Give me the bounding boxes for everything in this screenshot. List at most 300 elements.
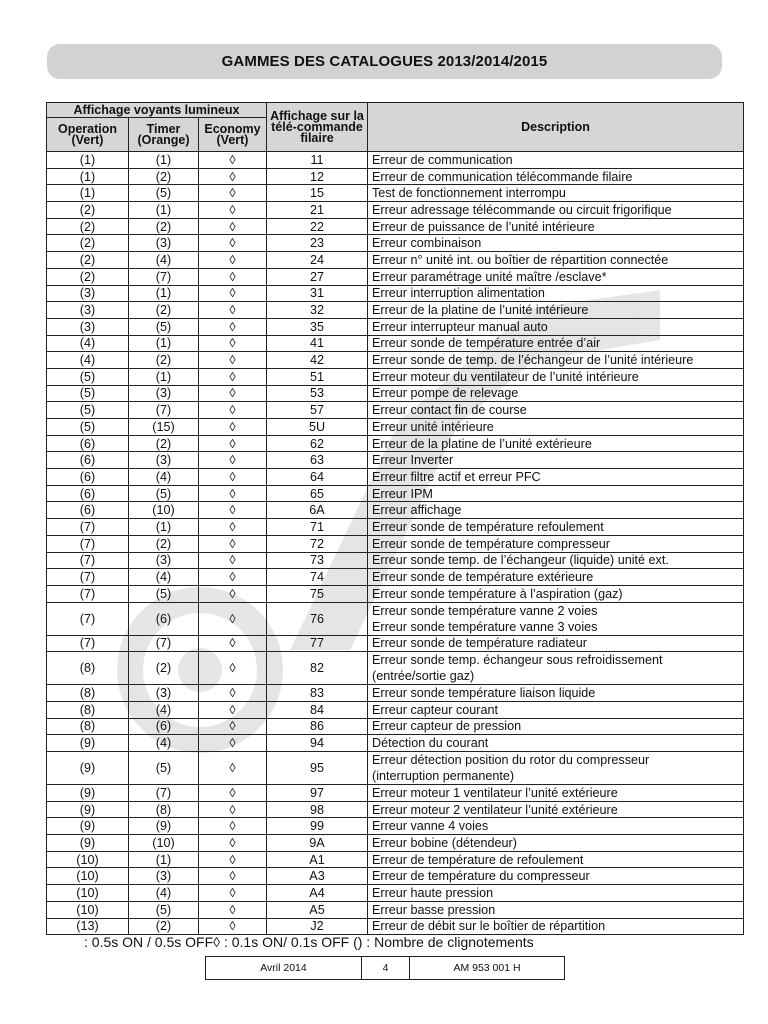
economy-cell: ◊ [199, 419, 267, 436]
economy-cell: ◊ [199, 402, 267, 419]
description-line: Erreur bobine (détendeur) [372, 835, 517, 850]
description-cell [368, 801, 744, 818]
description-line: Erreur n° unité int. ou boîtier de répartition connectée [372, 252, 669, 267]
operation-cell: (9) [47, 735, 129, 752]
operation-cell: (10) [47, 885, 129, 902]
operation-cell: (10) [47, 851, 129, 868]
operation-cell: (7) [47, 519, 129, 536]
description-line: Erreur interrupteur manual auto [372, 319, 548, 334]
timer-cell: (4) [129, 735, 199, 752]
economy-cell: ◊ [199, 335, 267, 352]
description-line: Détection du courant [372, 736, 489, 751]
description-line: (entrée/sortie gaz) [372, 669, 475, 684]
economy-cell: ◊ [199, 485, 267, 502]
description-line: Erreur sonde de temp. de l’échangeur de l’unité intérieure [372, 353, 694, 368]
table-row [47, 801, 744, 818]
table-row [47, 218, 744, 235]
economy-cell: ◊ [199, 252, 267, 269]
economy-cell: ◊ [199, 868, 267, 885]
timer-cell: (3) [129, 552, 199, 569]
economy-cell: ◊ [199, 818, 267, 835]
operation-cell: (1) [47, 185, 129, 202]
operation-cell: (6) [47, 435, 129, 452]
economy-cell: ◊ [199, 801, 267, 818]
timer-cell: (3) [129, 452, 199, 469]
description-cell [368, 235, 744, 252]
description-cell [368, 302, 744, 319]
timer-cell: (5) [129, 901, 199, 918]
timer-cell: (15) [129, 419, 199, 436]
description-cell [368, 202, 744, 219]
description-cell [368, 352, 744, 369]
timer-cell: (1) [129, 152, 199, 169]
description-cell [368, 918, 744, 935]
description-line: Erreur de température de refoulement [372, 852, 584, 867]
timer-cell: (4) [129, 701, 199, 718]
operation-cell: (2) [47, 252, 129, 269]
code-cell: J2 [267, 918, 368, 935]
economy-cell: ◊ [199, 701, 267, 718]
economy-cell: ◊ [199, 535, 267, 552]
table-row [47, 602, 744, 635]
table-row [47, 202, 744, 219]
description-cell [368, 585, 744, 602]
economy-cell: ◊ [199, 585, 267, 602]
description-cell [368, 335, 744, 352]
error-code-rows [47, 152, 744, 935]
description-cell [368, 402, 744, 419]
table-row [47, 868, 744, 885]
code-cell: 35 [267, 318, 368, 335]
code-cell: 22 [267, 218, 368, 235]
economy-cell: ◊ [199, 352, 267, 369]
table-row [47, 185, 744, 202]
economy-cell: ◊ [199, 469, 267, 486]
timer-cell: (2) [129, 302, 199, 319]
description-line: Erreur combinaison [372, 236, 482, 251]
operation-cell: (7) [47, 552, 129, 569]
table-row [47, 652, 744, 685]
footer-page-number: 4 [362, 957, 410, 980]
description-line: Erreur sonde température vanne 3 voies [372, 619, 598, 634]
description-cell [368, 868, 744, 885]
economy-cell: ◊ [199, 718, 267, 735]
operation-cell: (6) [47, 485, 129, 502]
code-cell: 82 [267, 652, 368, 685]
operation-cell: (7) [47, 569, 129, 586]
timer-header: Timer (Orange) [129, 118, 199, 152]
operation-cell: (2) [47, 218, 129, 235]
timer-cell: (4) [129, 885, 199, 902]
code-cell: 57 [267, 402, 368, 419]
operation-cell: (13) [47, 918, 129, 935]
operation-cell: (7) [47, 585, 129, 602]
footer-date: Avril 2014 [206, 957, 362, 980]
operation-cell: (8) [47, 718, 129, 735]
code-cell: 42 [267, 352, 368, 369]
table-row [47, 569, 744, 586]
operation-cell: (9) [47, 835, 129, 852]
footer-reference: AM 953 001 H [410, 957, 565, 980]
operation-cell: (6) [47, 502, 129, 519]
description-cell [368, 652, 744, 685]
timer-cell: (5) [129, 752, 199, 785]
code-cell: 31 [267, 285, 368, 302]
code-cell: 5U [267, 419, 368, 436]
table-row [47, 502, 744, 519]
description-cell [368, 485, 744, 502]
timer-cell: (10) [129, 835, 199, 852]
code-cell: 71 [267, 519, 368, 536]
table-row [47, 452, 744, 469]
table-row [47, 718, 744, 735]
description-header: Description [368, 103, 744, 152]
economy-cell: ◊ [199, 318, 267, 335]
code-cell: 74 [267, 569, 368, 586]
description-line: Erreur détection position du rotor du compresseur [372, 753, 650, 767]
description-cell [368, 535, 744, 552]
description-line: Erreur sonde de température entrée d’air [372, 336, 601, 351]
operation-cell: (10) [47, 901, 129, 918]
description-cell [368, 435, 744, 452]
description-line: Erreur de la platine de l’unité intérieure [372, 303, 589, 318]
table-row [47, 419, 744, 436]
timer-cell: (2) [129, 652, 199, 685]
description-cell [368, 901, 744, 918]
operation-header: Operation (Vert) [47, 118, 129, 152]
description-line: Erreur moteur 1 ventilateur l’unité extérieure [372, 785, 618, 800]
description-cell [368, 569, 744, 586]
timer-cell: (7) [129, 268, 199, 285]
description-line: (interruption permanente) [372, 769, 515, 783]
table-row [47, 635, 744, 652]
description-cell [368, 469, 744, 486]
code-cell: 97 [267, 785, 368, 802]
description-cell [368, 268, 744, 285]
description-cell [368, 502, 744, 519]
code-cell: 23 [267, 235, 368, 252]
table-row [47, 735, 744, 752]
operation-cell: (1) [47, 152, 129, 169]
timer-cell: (10) [129, 502, 199, 519]
description-cell [368, 385, 744, 402]
code-cell: 32 [267, 302, 368, 319]
timer-cell: (7) [129, 785, 199, 802]
description-cell [368, 718, 744, 735]
timer-cell: (4) [129, 252, 199, 269]
economy-cell: ◊ [199, 835, 267, 852]
description-cell [368, 168, 744, 185]
operation-cell: (6) [47, 452, 129, 469]
table-row [47, 752, 744, 785]
timer-cell: (2) [129, 352, 199, 369]
description-cell [368, 152, 744, 169]
timer-cell: (6) [129, 602, 199, 635]
description-cell [368, 368, 744, 385]
description-cell [368, 318, 744, 335]
description-line: Erreur vanne 4 voies [372, 819, 489, 834]
code-cell: 11 [267, 152, 368, 169]
description-line: Erreur sonde de température refoulement [372, 519, 604, 534]
code-cell: 83 [267, 685, 368, 702]
table-row [47, 519, 744, 536]
code-cell: 99 [267, 818, 368, 835]
economy-cell: ◊ [199, 168, 267, 185]
timer-cell: (3) [129, 685, 199, 702]
economy-cell: ◊ [199, 652, 267, 685]
operation-cell: (2) [47, 235, 129, 252]
description-cell [368, 851, 744, 868]
economy-cell: ◊ [199, 901, 267, 918]
code-cell: 63 [267, 452, 368, 469]
operation-cell: (5) [47, 419, 129, 436]
table-row [47, 535, 744, 552]
page-title: GAMMES DES CATALOGUES 2013/2014/2015 [47, 44, 722, 79]
description-line: Erreur de communication télécommande filaire [372, 169, 633, 184]
table-row [47, 285, 744, 302]
economy-cell: ◊ [199, 569, 267, 586]
table-row [47, 152, 744, 169]
code-cell: 6A [267, 502, 368, 519]
description-cell [368, 218, 744, 235]
description-line: Erreur sonde temp. de l’échangeur (liquide) unité ext. [372, 553, 669, 568]
timer-cell: (3) [129, 235, 199, 252]
led-group-header: Affichage voyants lumineux [47, 103, 267, 118]
code-cell: 53 [267, 385, 368, 402]
operation-cell: (8) [47, 685, 129, 702]
operation-cell: (5) [47, 385, 129, 402]
operation-cell: (2) [47, 202, 129, 219]
operation-cell: (7) [47, 535, 129, 552]
economy-cell: ◊ [199, 635, 267, 652]
table-row [47, 901, 744, 918]
timer-cell: (7) [129, 402, 199, 419]
economy-cell: ◊ [199, 735, 267, 752]
table-row [47, 885, 744, 902]
table-row [47, 252, 744, 269]
table-row [47, 302, 744, 319]
table-row [47, 685, 744, 702]
table-row [47, 785, 744, 802]
description-line: Erreur sonde de température extérieure [372, 570, 594, 585]
economy-cell: ◊ [199, 268, 267, 285]
description-line: Erreur moteur 2 ventilateur l’unité extérieure [372, 802, 618, 817]
economy-header: Economy (Vert) [199, 118, 267, 152]
economy-cell: ◊ [199, 152, 267, 169]
description-cell [368, 735, 744, 752]
page-footer [205, 956, 565, 980]
code-cell: 94 [267, 735, 368, 752]
description-line: Erreur sonde de température radiateur [372, 636, 587, 651]
description-cell [368, 685, 744, 702]
timer-cell: (2) [129, 535, 199, 552]
description-cell [368, 635, 744, 652]
code-cell: 27 [267, 268, 368, 285]
operation-cell: (9) [47, 785, 129, 802]
code-cell: 15 [267, 185, 368, 202]
code-cell: A1 [267, 851, 368, 868]
table-row [47, 168, 744, 185]
table-row [47, 385, 744, 402]
description-line: Erreur de la platine de l’unité extérieure [372, 436, 592, 451]
timer-cell: (2) [129, 435, 199, 452]
table-row [47, 835, 744, 852]
operation-cell: (2) [47, 268, 129, 285]
economy-cell: ◊ [199, 685, 267, 702]
description-cell [368, 519, 744, 536]
timer-cell: (1) [129, 851, 199, 868]
description-line: Erreur filtre actif et erreur PFC [372, 469, 541, 484]
code-cell: 21 [267, 202, 368, 219]
description-line: Erreur contact fin de course [372, 403, 527, 418]
economy-cell: ◊ [199, 218, 267, 235]
operation-cell: (6) [47, 469, 129, 486]
description-cell [368, 552, 744, 569]
timer-cell: (2) [129, 168, 199, 185]
code-cell: A4 [267, 885, 368, 902]
operation-cell: (8) [47, 701, 129, 718]
description-cell [368, 285, 744, 302]
operation-cell: (9) [47, 752, 129, 785]
operation-cell: (10) [47, 868, 129, 885]
table-row [47, 818, 744, 835]
operation-cell: (3) [47, 318, 129, 335]
description-cell [368, 818, 744, 835]
code-cell: 86 [267, 718, 368, 735]
description-cell [368, 785, 744, 802]
economy-cell: ◊ [199, 368, 267, 385]
economy-cell: ◊ [199, 285, 267, 302]
operation-cell: (4) [47, 335, 129, 352]
description-line: Erreur de communication [372, 152, 513, 167]
code-cell: 51 [267, 368, 368, 385]
description-line: Erreur sonde température à l’aspiration (gaz) [372, 586, 623, 601]
description-line: Erreur IPM [372, 486, 433, 501]
description-line: Erreur capteur de pression [372, 719, 522, 734]
economy-cell: ◊ [199, 785, 267, 802]
blink-legend: : 0.5s ON / 0.5s OFF◊ : 0.1s ON/ 0.1s OFF () : Nombre de clignotements [84, 934, 534, 950]
description-line: Erreur basse pression [372, 902, 496, 917]
description-cell [368, 185, 744, 202]
timer-cell: (3) [129, 868, 199, 885]
economy-cell: ◊ [199, 752, 267, 785]
code-cell: 95 [267, 752, 368, 785]
table-row [47, 352, 744, 369]
timer-cell: (7) [129, 635, 199, 652]
description-cell [368, 752, 744, 785]
timer-cell: (5) [129, 585, 199, 602]
code-cell: 98 [267, 801, 368, 818]
economy-cell: ◊ [199, 235, 267, 252]
description-line: Erreur de débit sur le boîtier de répartition [372, 919, 606, 934]
timer-cell: (2) [129, 918, 199, 935]
timer-cell: (8) [129, 801, 199, 818]
economy-cell: ◊ [199, 385, 267, 402]
table-row [47, 552, 744, 569]
economy-cell: ◊ [199, 552, 267, 569]
description-cell [368, 835, 744, 852]
operation-cell: (7) [47, 602, 129, 635]
description-line: Erreur capteur courant [372, 702, 498, 717]
description-line: Erreur interruption alimentation [372, 286, 545, 301]
operation-cell: (7) [47, 635, 129, 652]
economy-cell: ◊ [199, 519, 267, 536]
timer-cell: (1) [129, 285, 199, 302]
timer-cell: (1) [129, 202, 199, 219]
table-row [47, 585, 744, 602]
operation-cell: (3) [47, 302, 129, 319]
economy-cell: ◊ [199, 602, 267, 635]
description-cell [368, 885, 744, 902]
economy-cell: ◊ [199, 435, 267, 452]
table-row [47, 335, 744, 352]
operation-cell: (1) [47, 168, 129, 185]
description-line: Erreur moteur du ventilateur de l’unité intérieure [372, 369, 639, 384]
code-cell: 9A [267, 835, 368, 852]
description-line: Erreur de puissance de l’unité intérieure [372, 219, 595, 234]
code-cell: A5 [267, 901, 368, 918]
table-row [47, 435, 744, 452]
timer-cell: (5) [129, 318, 199, 335]
code-cell: 24 [267, 252, 368, 269]
timer-cell: (5) [129, 485, 199, 502]
table-row [47, 485, 744, 502]
economy-cell: ◊ [199, 185, 267, 202]
code-cell: A3 [267, 868, 368, 885]
economy-cell: ◊ [199, 885, 267, 902]
code-cell: 64 [267, 469, 368, 486]
description-cell [368, 252, 744, 269]
operation-cell: (4) [47, 352, 129, 369]
table-row [47, 235, 744, 252]
description-line: Erreur de température du compresseur [372, 869, 590, 884]
economy-cell: ◊ [199, 202, 267, 219]
table-row [47, 402, 744, 419]
table-row [47, 318, 744, 335]
timer-cell: (2) [129, 218, 199, 235]
timer-cell: (1) [129, 335, 199, 352]
timer-cell: (4) [129, 469, 199, 486]
table-row [47, 918, 744, 935]
code-cell: 73 [267, 552, 368, 569]
description-cell [368, 701, 744, 718]
timer-cell: (9) [129, 818, 199, 835]
operation-cell: (9) [47, 818, 129, 835]
code-cell: 76 [267, 602, 368, 635]
code-cell: 65 [267, 485, 368, 502]
timer-cell: (4) [129, 569, 199, 586]
code-cell: 72 [267, 535, 368, 552]
timer-cell: (3) [129, 385, 199, 402]
code-cell: 12 [267, 168, 368, 185]
timer-cell: (1) [129, 368, 199, 385]
code-cell: 77 [267, 635, 368, 652]
operation-cell: (9) [47, 801, 129, 818]
economy-cell: ◊ [199, 452, 267, 469]
table-row [47, 368, 744, 385]
description-cell [368, 602, 744, 635]
description-line: Erreur Inverter [372, 453, 454, 468]
code-cell: 75 [267, 585, 368, 602]
description-line: Erreur sonde température vanne 2 voies [372, 603, 598, 618]
description-cell [368, 452, 744, 469]
remote-display-header: Affichage sur la télé-commande filaire [267, 103, 368, 152]
table-row [47, 469, 744, 486]
description-line: Erreur sonde temp. échangeur sous refroidissement [372, 653, 663, 668]
economy-cell: ◊ [199, 302, 267, 319]
description-line: Erreur paramétrage unité maître /esclave* [372, 269, 607, 284]
error-code-table [46, 102, 744, 935]
